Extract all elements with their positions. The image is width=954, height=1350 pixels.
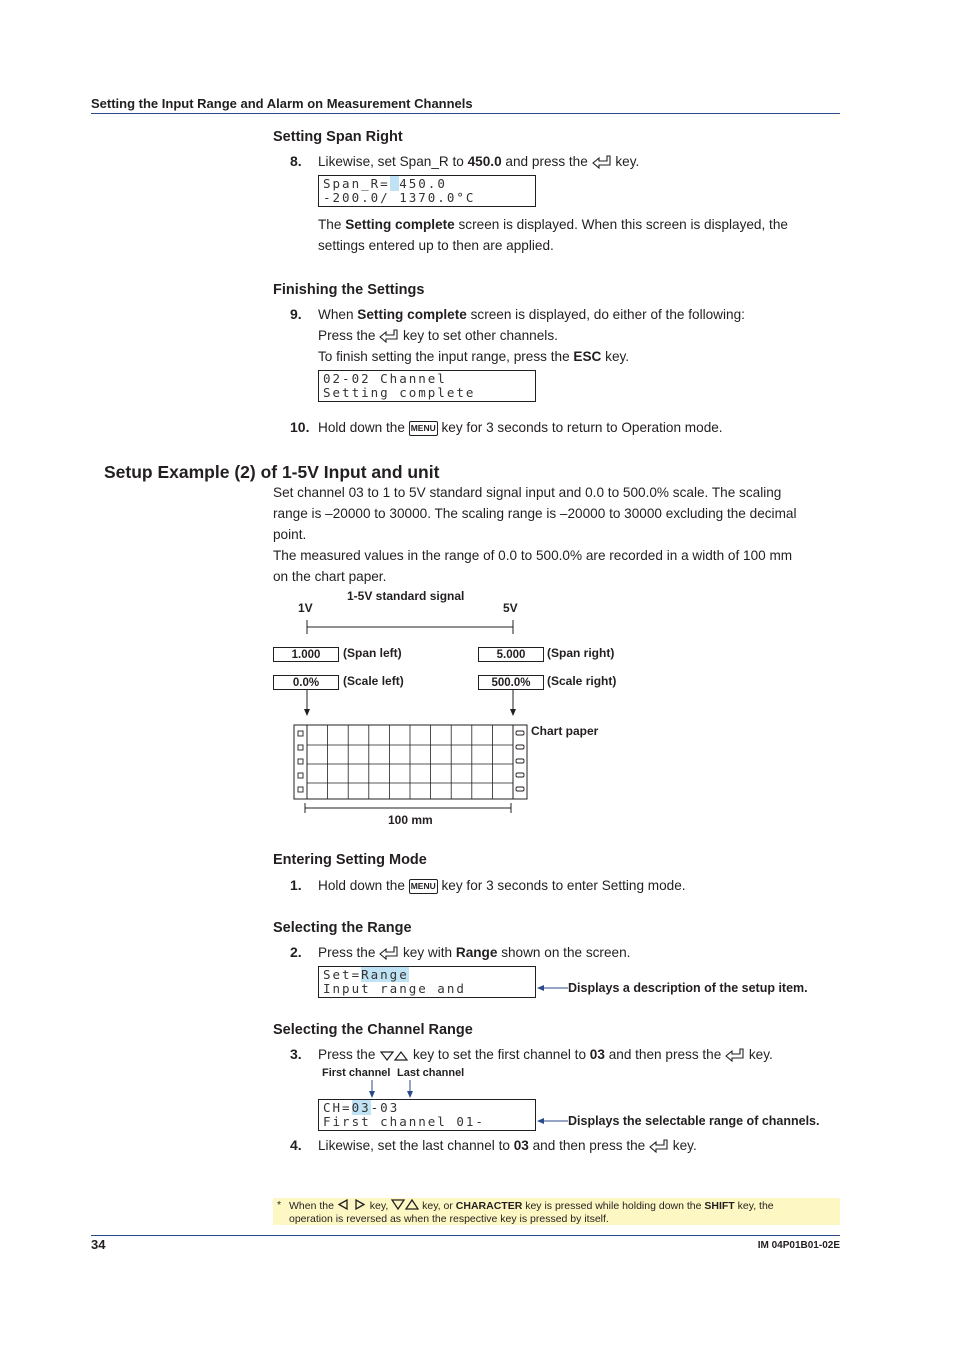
span-right-label: (Span right) xyxy=(547,646,615,660)
chart-paper-graphic xyxy=(293,724,529,802)
step-number: 1. xyxy=(290,877,302,893)
lcd-span-right: Span_R= 450.0 -200.0/ 1370.0°C xyxy=(318,175,536,207)
callout-arrow xyxy=(536,1116,568,1126)
footnote-star: * xyxy=(277,1199,282,1211)
scale-left-label: (Scale left) xyxy=(343,674,404,688)
scale-left-value: 0.0% xyxy=(273,675,339,690)
step-8-text: Likewise, set Span_R to 450.0 and press the key. xyxy=(318,154,640,169)
heading-entering-setting-mode: Entering Setting Mode xyxy=(273,852,427,868)
step-1-text: Hold down the MENU key for 3 seconds to enter Setting mode. xyxy=(318,878,686,893)
running-header: Setting the Input Range and Alarm on Measurement Channels xyxy=(91,96,473,111)
chart-paper-label: Chart paper xyxy=(531,724,599,738)
footer-rule xyxy=(91,1235,840,1236)
step-number: 8. xyxy=(290,153,302,169)
step-number: 10. xyxy=(290,419,310,435)
heading-span-right: Setting Span Right xyxy=(273,129,403,145)
heading-setup-example: Setup Example (2) of 1-5V Input and unit xyxy=(104,462,440,482)
setting-complete-desc: The Setting complete screen is displayed. When this screen is displayed, the settings entered up to then are applied. xyxy=(318,217,788,253)
width-label: 100 mm xyxy=(388,813,433,827)
header-rule xyxy=(91,113,840,114)
document-id: IM 04P01B01-02E xyxy=(757,1240,840,1251)
lcd-range: Set=Range Input range and xyxy=(318,966,536,998)
channel-callout: Displays the selectable range of channels. xyxy=(568,1114,820,1128)
heading-selecting-range: Selecting the Range xyxy=(273,920,412,936)
step-9-text: When Setting complete screen is displayed, do either of the following: Press the key to set other channels. To finish setting the input range, press the ESC key. xyxy=(318,307,745,364)
left-right-arrow-keys-icon xyxy=(337,1199,367,1210)
first-channel-label: First channel xyxy=(322,1067,391,1079)
enter-key-icon xyxy=(592,155,612,169)
step-number: 9. xyxy=(290,306,302,322)
down-up-arrow-keys-icon xyxy=(391,1199,419,1210)
lcd-setting-complete: 02-02 Channel Setting complete xyxy=(318,370,536,402)
lcd-channel: CH=03-03 First channel 01- xyxy=(318,1099,536,1131)
step-number: 4. xyxy=(290,1137,302,1153)
signal-label: 1-5V standard signal xyxy=(347,589,465,603)
heading-finishing: Finishing the Settings xyxy=(273,282,425,298)
range-callout: Displays a description of the setup item. xyxy=(568,981,808,995)
last-channel-label: Last channel xyxy=(397,1067,465,1079)
heading-channel-range: Selecting the Channel Range xyxy=(273,1022,473,1038)
menu-key-icon: MENU xyxy=(409,421,438,436)
enter-key-icon xyxy=(725,1048,745,1062)
step-4-text: Likewise, set the last channel to 03 and then press the key. xyxy=(318,1138,697,1153)
step-3-text: Press the key to set the first channel to 03 and then press the key. xyxy=(318,1047,773,1062)
step-2-text: Press the key with Range shown on the screen. xyxy=(318,945,631,960)
voltage-left: 1V xyxy=(298,601,313,615)
span-left-value: 1.000 xyxy=(273,647,339,662)
example-description: Set channel 03 to 1 to 5V standard signal input and 0.0 to 500.0% scale. The scaling range is –20000 to 30000. The scaling range is –20000 to 30000 excluding the decimal point. The measured values in the range of 0.0 to 500.0% are recorded in a width of 100 mm on the chart paper. xyxy=(273,485,797,584)
scale-right-label: (Scale right) xyxy=(547,674,617,688)
step-10-text: Hold down the MENU key for 3 seconds to return to Operation mode. xyxy=(318,420,723,435)
enter-key-icon xyxy=(379,329,399,343)
step-number: 3. xyxy=(290,1046,302,1062)
down-up-arrow-keys-icon xyxy=(379,1050,409,1062)
footnote: * When the key, key, or CHARACTER key is pressed while holding down the SHIFT key, the operation is reversed as when the respective key is pressed by itself. xyxy=(273,1198,840,1225)
span-left-label: (Span left) xyxy=(343,646,402,660)
voltage-right: 5V xyxy=(503,601,518,615)
menu-key-icon: MENU xyxy=(409,879,438,894)
callout-arrow xyxy=(536,983,568,993)
span-right-value: 5.000 xyxy=(478,647,544,662)
step-number: 2. xyxy=(290,944,302,960)
channel-pointer-arrows xyxy=(366,1080,416,1100)
enter-key-icon xyxy=(649,1139,669,1153)
enter-key-icon xyxy=(379,946,399,960)
scale-right-value: 500.0% xyxy=(478,675,544,690)
page-number: 34 xyxy=(91,1237,106,1252)
